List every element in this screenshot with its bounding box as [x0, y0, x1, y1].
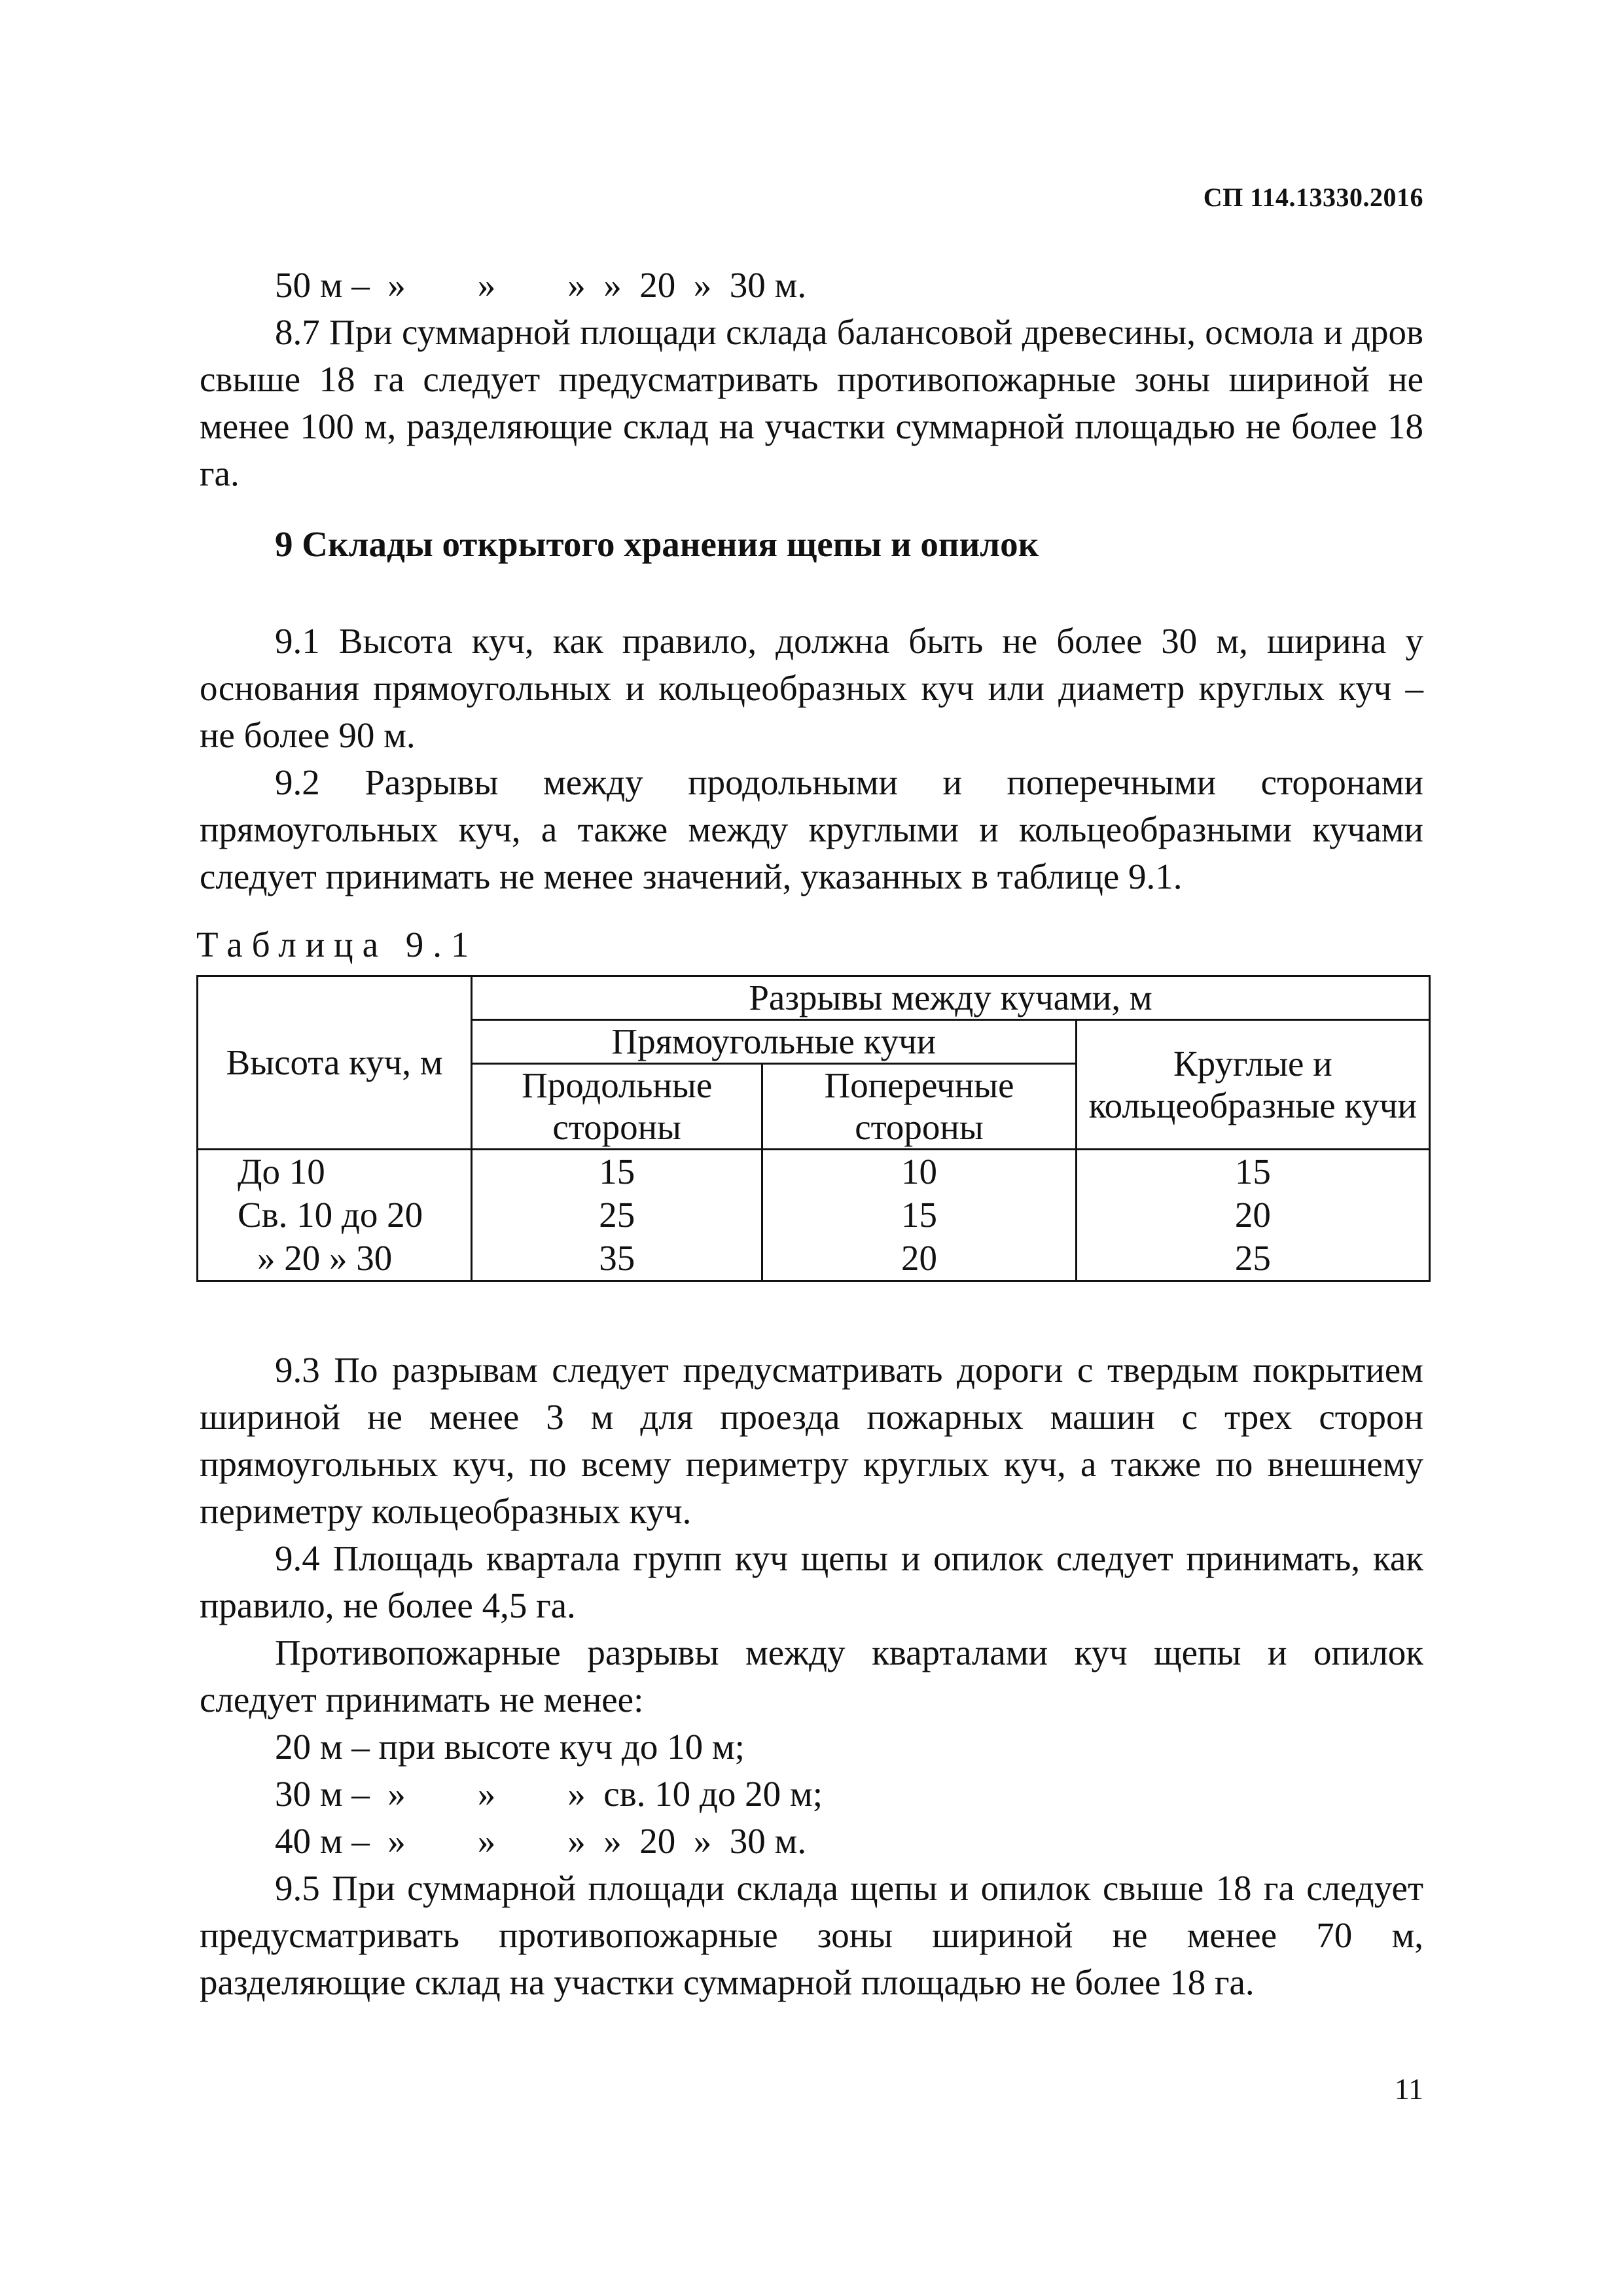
- list-line-30m: 30 м – » » » св. 10 до 20 м;: [275, 1774, 823, 1814]
- paragraph-9-4: 9.4 Площадь квартала групп куч щепы и опилок следует принимать, как правило, не более 4,5 га.: [200, 1538, 1423, 1625]
- cell-height: » 20 » 30: [198, 1237, 472, 1281]
- table-caption: Таблица 9.1: [196, 925, 478, 964]
- paragraph-9-1: 9.1 Высота куч, как правило, должна быть не более 30 м, ширина у основания прямоугольных и кольцеобразных куч или диаметр круглых куч – не более 90 м.: [200, 621, 1423, 755]
- cell-height: До 10: [198, 1150, 472, 1194]
- cell-longitudinal: 15: [472, 1150, 762, 1194]
- cell-longitudinal: 35: [472, 1237, 762, 1281]
- after-table-block: [200, 1347, 1423, 2006]
- table-row: [198, 1150, 1430, 1194]
- section-9-intro: [200, 618, 1423, 900]
- cell-longitudinal: 25: [472, 1193, 762, 1237]
- cell-round: 25: [1076, 1237, 1429, 1281]
- paragraph-8-7: 8.7 При суммарной площади склада балансовой древесины, осмола и дров свыше 18 га следует предусматривать противопожарные зоны шириной не менее 100 м, разделяющие склад на участки суммарной площадью не более 18 га.: [200, 312, 1423, 493]
- section-title: 9 Склады открытого хранения щепы и опилок: [275, 524, 1039, 564]
- header-gaps: Разрывы между кучами, м: [472, 976, 1430, 1020]
- table-row: [198, 1237, 1430, 1281]
- header-round: Круглые и кольцеобразные кучи: [1076, 1020, 1429, 1150]
- page-number: 11: [1394, 2072, 1423, 2106]
- paragraph-9-2: 9.2 Разрывы между продольными и поперечными сторонами прямоугольных куч, а также между круглыми и кольцеобразными кучами следует принимать не менее значений, указанных в таблице 9.1.: [200, 762, 1423, 896]
- paragraph-9-5: 9.5 При суммарной площади склада щепы и опилок свыше 18 га следует предусматривать противопожарные зоны шириной не менее 70 м, разделяющие склад на участки суммарной площадью не более 18 га.: [200, 1868, 1423, 2002]
- cell-height: Св. 10 до 20: [198, 1193, 472, 1237]
- document-code: СП 114.13330.2016: [1203, 183, 1423, 212]
- top-block: [200, 262, 1423, 497]
- header-transverse: Поперечные стороны: [762, 1064, 1076, 1150]
- table-row: [198, 1193, 1430, 1237]
- cell-transverse: 15: [762, 1193, 1076, 1237]
- table-9-1: [196, 975, 1431, 1282]
- cell-transverse: 20: [762, 1237, 1076, 1281]
- header-rectangular: Прямоугольные кучи: [472, 1020, 1077, 1064]
- list-line-40m: 40 м – » » » » 20 » 30 м.: [275, 1821, 807, 1861]
- header-height: Высота куч, м: [198, 976, 472, 1150]
- cell-round: 15: [1076, 1150, 1429, 1194]
- cell-round: 20: [1076, 1193, 1429, 1237]
- list-line-50m: 50 м – » » » » 20 » 30 м.: [275, 265, 807, 305]
- header-longitudinal: Продольные стороны: [472, 1064, 762, 1150]
- paragraph-fire-breaks: Противопожарные разрывы между кварталами куч щепы и опилок следует принимать не менее:: [200, 1633, 1423, 1720]
- paragraph-9-3: 9.3 По разрывам следует предусматривать дороги с твердым покрытием шириной не менее 3 м для проезда пожарных машин с трех сторон прямоугольных куч, по всему периметру круглых куч, а также по внешнему периметру кольцеобразных куч.: [200, 1350, 1423, 1531]
- list-line-20m: 20 м – при высоте куч до 10 м;: [275, 1727, 745, 1767]
- cell-transverse: 10: [762, 1150, 1076, 1194]
